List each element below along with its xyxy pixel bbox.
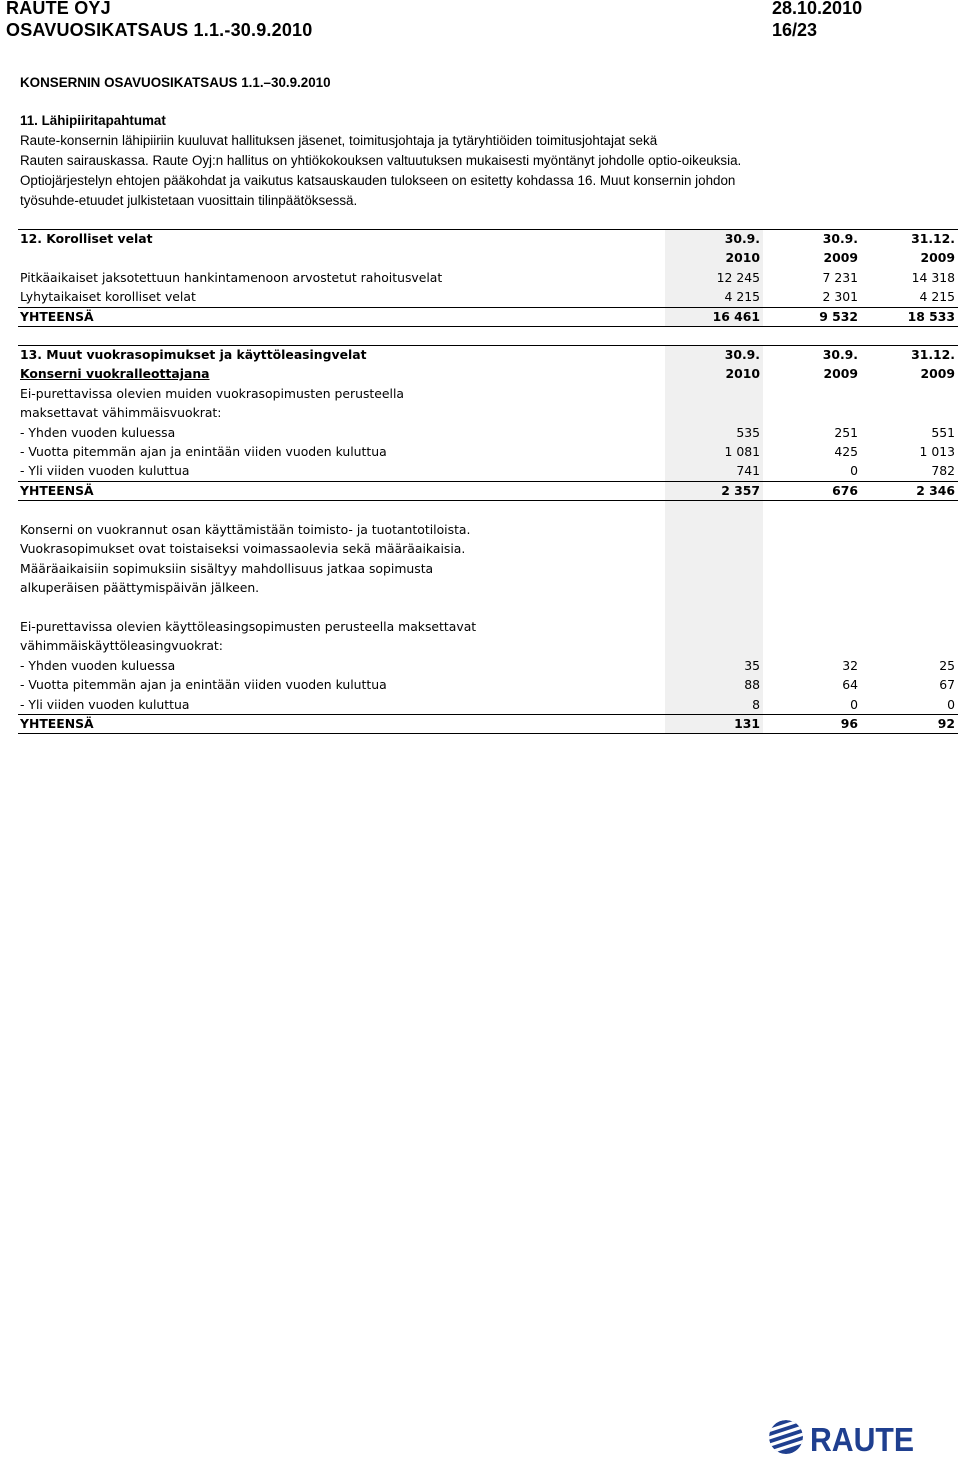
note13-subtitle: Konserni vuokralleottajana [20,366,210,382]
cell-value: 782 [931,463,955,479]
text-row [18,520,958,539]
col-header: 30.9. [822,231,858,246]
total-label: YHTEENSÄ [20,482,94,498]
table-row [18,675,958,694]
table-row [18,461,958,480]
col-header: 30.9. [724,347,760,362]
table-rule [18,500,958,501]
total-value: 2 346 [916,482,955,498]
col-header: 2009 [823,250,858,266]
table-rule [18,326,958,327]
row-label: Lyhytaikaiset korolliset velat [20,289,196,305]
intro-text: Ei-purettavissa olevien käyttöleasingsopimusten perusteella maksettavat [20,619,477,634]
col-header: 2009 [920,250,955,266]
raute-logo [766,1418,916,1460]
total-label: YHTEENSÄ [20,715,94,731]
table-header-row [18,364,958,383]
note-text: Konserni on vuokrannut osan käyttämistään toimisto- ja tuotantotiloista. [20,522,471,537]
table-row [18,423,958,442]
section-title: KONSERNIN OSAVUOSIKATSAUS 1.1.–30.9.2010 [20,75,331,90]
note13-title: 13. Muut vuokrasopimukset ja käyttöleasingvelat [20,347,367,362]
cell-value: 14 318 [911,269,955,285]
notes-block [18,520,958,598]
cell-value: 251 [834,424,858,440]
col-header: 30.9. [724,231,760,246]
col-header: 31.12. [911,347,955,362]
note12-title: 12. Korolliset velat [20,231,153,246]
intro-text: Ei-purettavissa olevien muiden vuokrasopimusten perusteella [20,385,405,401]
cell-value: 0 [850,696,858,712]
table-row [18,656,958,675]
text-row [18,617,958,636]
cell-value: 2 301 [822,289,858,305]
row-label: - Yli viiden vuoden kuluttua [20,696,190,712]
text-row [18,578,958,597]
cell-value: 4 215 [919,289,955,305]
leasing-block [18,617,958,733]
row-label: - Yhden vuoden kuluessa [20,657,176,673]
row-label: - Yli viiden vuoden kuluttua [20,463,190,479]
note11-title: 11. Lähipiiritapahtumat [20,113,166,128]
total-row [18,714,958,733]
col-header: 31.12. [911,231,955,246]
cell-value: 25 [939,657,955,673]
cell-value: 1 081 [724,443,760,459]
note11-line: Rauten sairauskassa. Raute Oyj:n hallitus on yhtiökokouksen valtuutuksen mukaisesti myöntänyt johdolle optio-oikeuksia. [20,153,742,168]
table-header-row [18,345,958,364]
cell-value: 35 [744,657,760,673]
row-label: - Yhden vuoden kuluessa [20,424,176,440]
cell-value: 551 [931,424,955,440]
total-value: 9 532 [819,308,858,324]
cell-value: 12 245 [716,269,760,285]
cell-value: 7 231 [822,269,858,285]
table-header-row [18,229,958,248]
intro-text: maksettavat vähimmäisvuokrat: [20,405,222,421]
col-header: 2010 [725,250,760,266]
note11-line: Optiojärjestelyn ehtojen pääkohdat ja vaikutus katsauskauden tulokseen on esitetty kohdassa 16. Muut konsernin johdon [20,173,736,188]
note-text: alkuperäisen päättymispäivän jälkeen. [20,580,260,596]
total-label: YHTEENSÄ [20,308,94,324]
table-rule [18,733,958,734]
cell-value: 0 [850,463,858,479]
note11-line: työsuhde-etuudet julkistetaan vuosittain tilinpäätöksessä. [20,193,358,208]
row-label: - Vuotta pitemmän ajan ja enintään viiden vuoden kuluttua [20,677,387,693]
page-number: 16/23 [772,20,818,40]
note12-table [18,229,958,326]
raute-logo-text: RAUTE [810,1421,914,1456]
company-name: RAUTE OYJ [6,0,111,18]
table-row [18,268,958,287]
table-header-row [18,248,958,267]
text-row [18,384,958,403]
cell-value: 88 [744,677,760,693]
note13-table [18,345,958,731]
row-label: Pitkäaikaiset jaksotettuun hankintamenoon arvostetut rahoitusvelat [20,269,443,285]
total-value: 92 [937,715,955,731]
note-text: Määräaikaisiin sopimuksiin sisältyy mahdollisuus jatkaa sopimusta [20,560,434,576]
text-row [18,559,958,578]
cell-value: 0 [947,696,955,712]
cell-value: 425 [834,443,858,459]
col-header: 2009 [823,366,858,382]
cell-value: 1 013 [919,443,955,459]
text-row [18,403,958,422]
note-text: Vuokrasopimukset ovat toistaiseksi voimassaolevia sekä määräaikaisia. [20,541,466,557]
cell-value: 4 215 [724,289,760,305]
total-value: 96 [840,715,858,731]
table-row [18,442,958,461]
report-title: OSAVUOSIKATSAUS 1.1.-30.9.2010 [6,20,313,40]
text-row [18,636,958,655]
cell-value: 67 [939,677,955,693]
intro-text: vähimmäiskäyttöleasingvuokrat: [20,638,223,654]
cell-value: 741 [736,463,760,479]
total-row [18,307,958,326]
table-row [18,287,958,306]
table-row [18,695,958,714]
total-value: 131 [734,715,760,731]
note11-line: Raute-konsernin lähipiiriin kuuluvat hallituksen jäsenet, toimitusjohtaja ja tytäryhtiöiden toimitusjohtajat sekä [20,133,658,148]
col-header: 30.9. [822,347,858,362]
cell-value: 8 [752,696,760,712]
text-row [18,539,958,558]
row-label: - Vuotta pitemmän ajan ja enintään viiden vuoden kuluttua [20,443,387,459]
total-row [18,481,958,500]
cell-value: 32 [842,657,858,673]
cell-value: 64 [842,677,858,693]
total-value: 18 533 [907,308,955,324]
report-date: 28.10.2010 [772,0,863,18]
raute-logo-mark [766,1418,916,1456]
total-value: 676 [832,482,858,498]
col-header: 2010 [725,366,760,382]
total-value: 16 461 [712,308,760,324]
cell-value: 535 [736,424,760,440]
col-header: 2009 [920,366,955,382]
total-value: 2 357 [721,482,760,498]
